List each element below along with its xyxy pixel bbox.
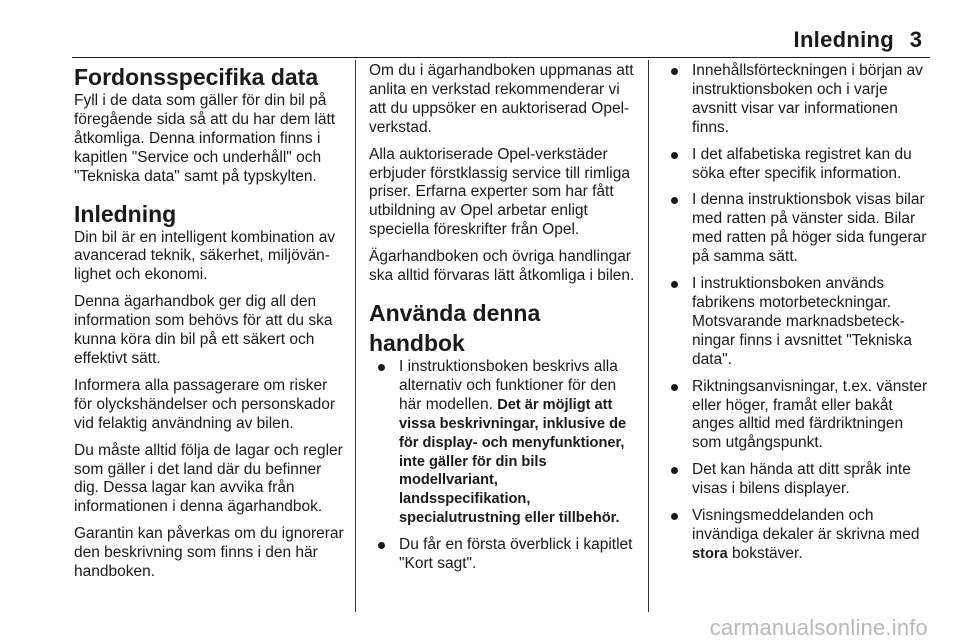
column-1	[74, 62, 346, 590]
paragraph: Denna ägarhandbok ger dig all den information som behövs för att du ska kunna köra din bil på ett säkert och effektivt sätt.	[74, 293, 333, 367]
heading-using-manual: Använda denna handbok	[369, 299, 541, 356]
page-number: 3	[909, 27, 922, 52]
bullet-dot-icon	[671, 467, 678, 474]
list-item	[369, 536, 635, 574]
paragraph: Garantin kan påverkas om du ignorerar den beskrivning som finns i den här handboken.	[74, 525, 344, 581]
bold-note: specialutrustning eller tillbehör.	[399, 510, 620, 527]
bullet-dot-icon	[671, 513, 678, 520]
list-item-text: I det alfabetiska registret kan du söka efter specifik information.	[692, 145, 912, 182]
list-item	[663, 507, 931, 564]
column-divider-2	[648, 60, 649, 612]
list-item-text: I instruktionsboken beskrivs alla alternativ och funktioner för den här modellen.	[399, 357, 618, 413]
list-item-text: bokstäver.	[732, 544, 803, 562]
column-3	[663, 62, 931, 572]
paragraph: Alla auktoriserade Opel-verkstäder erbjuder förstklassig service till rimliga priser. Erfarna experter som har fått utbildning av Opel arbetar enligt speciella föreskrifter från Opel.	[369, 145, 630, 239]
list-item	[663, 191, 931, 267]
list-item-text: I instruktionsboken används fabrikens motorbeteckningar. Motsvarande marknadsbeteckningar finns i avsnittet "Tekniska data".	[692, 275, 913, 368]
list-item-text: Det kan hända att ditt språk inte visas i bilens displayer.	[692, 461, 911, 498]
bold-note: landsspecifikation,	[399, 491, 531, 508]
bullet-dot-icon	[671, 384, 678, 391]
heading-vehicle-data: Fordonsspecifika data	[74, 64, 319, 90]
list-item-text: Innehållsförteckningen i början av instruktionsboken och i varje avsnitt visar var informationen finns.	[692, 62, 923, 136]
list-item-text: Visningsmeddelanden och invändiga dekaler är skrivna med	[692, 507, 920, 543]
list-item-text: Du får en första överblick i kapitlet "Kort sagt".	[399, 536, 633, 573]
column-2	[369, 62, 635, 582]
page-header	[0, 0, 960, 56]
list-item	[663, 146, 931, 184]
paragraph: Din bil är en intelligent kombination av avancerad teknik, säkerhet, miljövänlighet och ekonomi.	[74, 228, 336, 284]
bullet-dot-icon	[671, 281, 678, 288]
list-item	[369, 358, 635, 528]
watermark: carmanualsonline.info	[709, 615, 928, 640]
column-divider-1	[355, 60, 356, 612]
bullet-list	[663, 62, 931, 564]
paragraph: Om du i ägarhandboken uppmanas att anlita en verkstad rekommenderar vi att du uppsöker en auktoriserad Opel-verkstad.	[369, 62, 634, 136]
bold-note: modellvariant,	[399, 472, 498, 489]
bold-note: Det är möjligt att vissa beskrivningar, inklusive de för display- och menyfunktioner, inte gäller för din bils	[399, 396, 627, 470]
list-item	[663, 275, 931, 370]
list-item	[663, 378, 931, 454]
running-title: Inledning	[793, 27, 894, 52]
bullet-dot-icon	[378, 364, 385, 371]
bullet-dot-icon	[378, 542, 385, 549]
bold-word: stora	[692, 545, 728, 562]
list-item	[663, 62, 931, 138]
list-item-text: I denna instruktionsbok visas bilar med ratten på vänster sida. Bilar med ratten på höger sida fungerar på samma sätt.	[692, 191, 927, 266]
paragraph: Ägarhandboken och övriga handlingar ska alltid förvaras lätt åtkomliga i bilen.	[369, 248, 635, 285]
bullet-list	[369, 358, 635, 574]
bullet-dot-icon	[671, 68, 678, 75]
paragraph: Du måste alltid följa de lagar och regler som gäller i det land där du befinner dig. Dessa lagar kan avvika från informationen i denna ägarhandbok.	[74, 441, 343, 516]
paragraph: Informera alla passagerare om risker för olyckshändelser och personskador vid felaktig användning av bilen.	[74, 376, 336, 432]
bullet-dot-icon	[671, 152, 678, 159]
heading-introduction: Inledning	[74, 200, 177, 227]
list-item	[663, 461, 931, 499]
list-item-text: Riktningsanvisningar, t.ex. vänster eller höger, framåt eller bakåt anges alltid med färdriktningen som utgångspunkt.	[692, 377, 928, 452]
bullet-dot-icon	[671, 197, 678, 204]
header-rule	[72, 57, 930, 58]
paragraph: Fyll i de data som gäller för din bil på föregående sida så att du har dem lätt åtkomliga. Denna information finns i kapitlen "Service och underhåll" och "Tekniska data" samt på typskylten.	[74, 92, 336, 185]
